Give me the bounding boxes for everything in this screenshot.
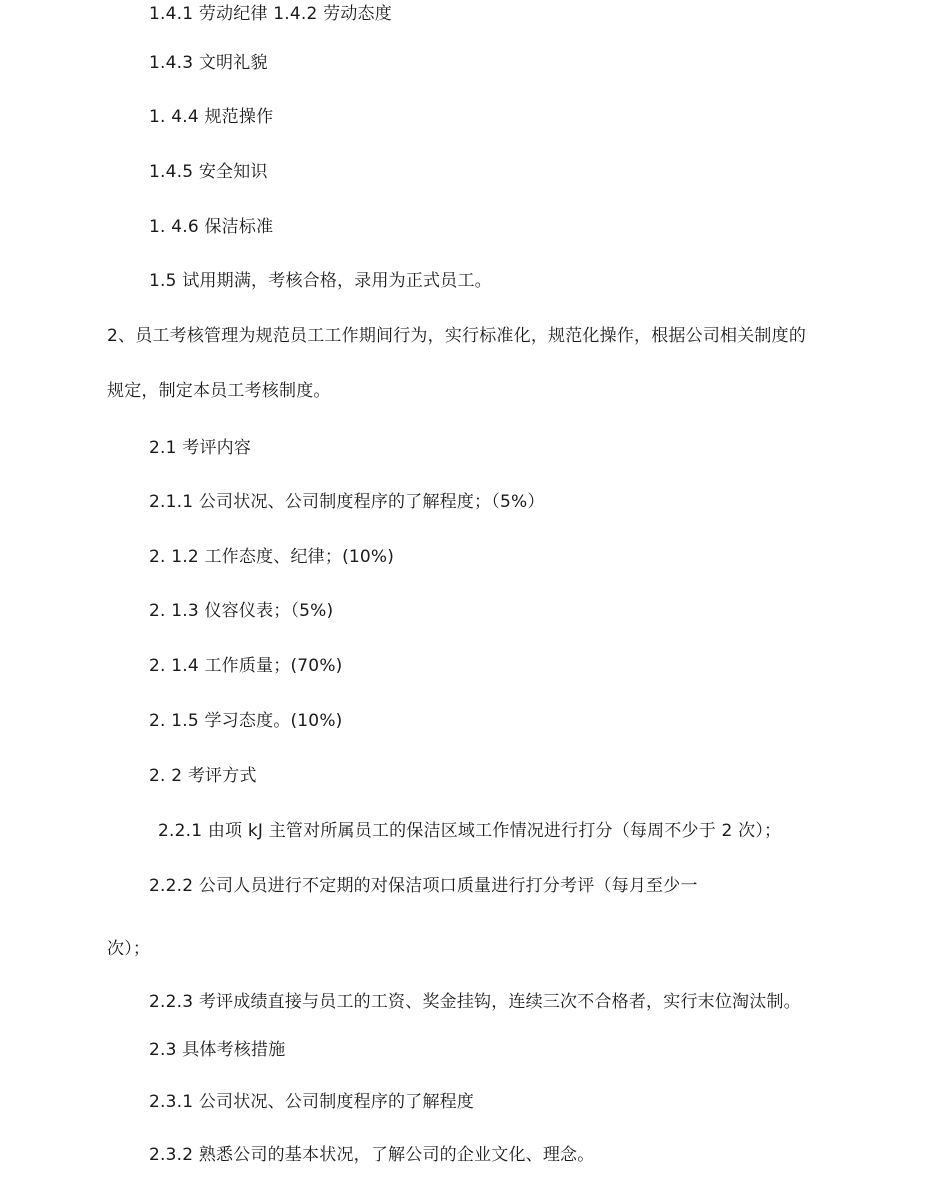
line-2-1-4: 2. 1.4 工作质量；(70%): [149, 656, 343, 676]
line-2-2-1: 2.2.1 由项 kJ 主管对所属员工的保洁区域工作情况进行打分（每周不少于 2 次）；: [158, 821, 782, 841]
line-2-2-2: 2.2.2 公司人员进行不定期的对保洁项口质量进行打分考评（每月至少一: [149, 876, 698, 896]
line-1-4-1: 1.4.1 劳动纪律 1.4.2 劳动态度: [149, 4, 392, 24]
line-2-1: 2.1 考评内容: [149, 438, 252, 458]
line-1-4-4: 1. 4.4 规范操作: [149, 107, 274, 127]
line-2-2-2-cont: 次）；: [107, 939, 151, 959]
line-2-1-1: 2.1.1 公司状况、公司制度程序的了解程度；（5%）: [149, 492, 545, 512]
line-1-5: 1.5 试用期满，考核合格，录用为正式员工。: [149, 271, 492, 291]
line-2-2: 2. 2 考评方式: [149, 766, 257, 786]
line-2-3: 2.3 具体考核措施: [149, 1040, 286, 1060]
line-2-3-1: 2.3.1 公司状况、公司制度程序的了解程度: [149, 1092, 475, 1112]
line-1-4-3: 1.4.3 文明礼貌: [149, 53, 268, 73]
line-2-intro: 2、员工考核管理为规范员工工作期间行为，实行标准化，规范化操作，根据公司相关制度的: [107, 326, 807, 346]
line-2-2-3: 2.2.3 考评成绩直接与员工的工资、奖金挂钩，连续三次不合格者，实行末位淘汰制。: [149, 992, 801, 1012]
line-2-1-2: 2. 1.2 工作态度、纪律；(10%): [149, 547, 395, 567]
line-2-1-3: 2. 1.3 仪容仪表；（5%): [149, 601, 334, 621]
line-2-1-5: 2. 1.5 学习态度。(10%): [149, 711, 343, 731]
line-2-3-2: 2.3.2 熟悉公司的基本状况，了解公司的企业文化、理念。: [149, 1145, 595, 1165]
line-2-intro-cont: 规定，制定本员工考核制度。: [107, 381, 331, 401]
line-1-4-6: 1. 4.6 保洁标准: [149, 217, 274, 237]
line-1-4-5: 1.4.5 安全知识: [149, 162, 268, 182]
